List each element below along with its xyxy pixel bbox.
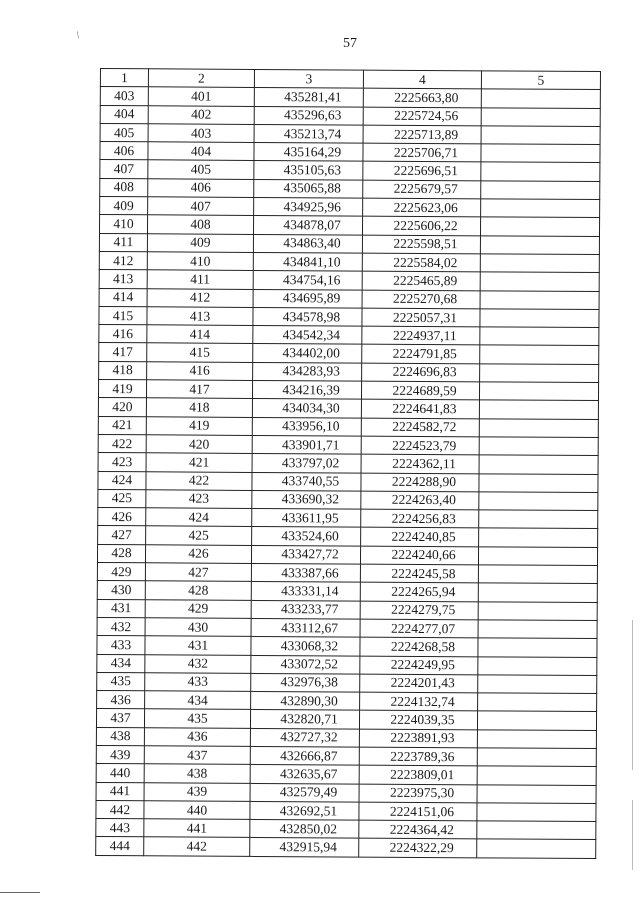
table-cell <box>480 345 599 364</box>
table-cell: 433690,32 <box>252 490 361 509</box>
table-cell: 413 <box>147 307 253 326</box>
table-cell: 2225606,22 <box>362 216 480 235</box>
table-cell: 409 <box>147 233 253 252</box>
table-cell: 2223975,30 <box>359 784 477 803</box>
table-cell: 410 <box>99 215 147 234</box>
table-cell: 435 <box>144 709 250 728</box>
table-cell: 434 <box>145 691 251 710</box>
table-cell: 2225663,80 <box>363 88 481 107</box>
table-cell: 434878,07 <box>253 216 362 235</box>
table-cell: 414 <box>99 288 147 307</box>
table-cell: 423 <box>98 453 146 472</box>
table-cell: 2224263,40 <box>361 491 479 510</box>
table-cell: 432635,67 <box>250 765 359 784</box>
table-cell: 442 <box>144 837 250 856</box>
table-cell: 431 <box>97 599 145 618</box>
table-cell: 442 <box>96 800 144 819</box>
table-cell: 418 <box>99 361 147 380</box>
table-cell: 2224937,11 <box>362 326 480 345</box>
table-cell: 433956,10 <box>252 417 361 436</box>
table-cell: 433797,02 <box>252 454 361 473</box>
table-cell: 435296,63 <box>254 106 363 125</box>
table-cell: 402 <box>148 105 254 124</box>
table-cell: 435 <box>97 672 145 691</box>
table-cell <box>478 638 597 657</box>
table-cell: 434542,34 <box>253 326 362 345</box>
table-cell: 422 <box>98 434 146 453</box>
table-cell <box>477 839 596 858</box>
table-cell: 413 <box>99 270 147 289</box>
table-cell: 2225696,51 <box>363 162 481 181</box>
table-cell <box>477 784 596 803</box>
table-cell: 434925,96 <box>254 198 363 217</box>
table-cell: 409 <box>100 197 148 216</box>
table-cell: 401 <box>148 87 254 106</box>
table-cell: 2225584,02 <box>362 253 480 272</box>
table-cell: 432727,32 <box>250 728 359 747</box>
table-cell <box>481 181 600 200</box>
table-cell: 427 <box>98 526 146 545</box>
table-cell: 2224696,83 <box>362 363 480 382</box>
table-cell: 2225465,89 <box>362 271 480 290</box>
table-cell: 435065,88 <box>254 179 363 198</box>
table-cell: 424 <box>146 508 252 527</box>
table-cell: 433331,14 <box>251 582 360 601</box>
table-cell <box>479 473 598 492</box>
table-cell: 2225598,51 <box>362 235 480 254</box>
table-cell: 437 <box>144 746 250 765</box>
table-cell: 2224288,90 <box>361 473 479 492</box>
table-cell <box>477 748 596 767</box>
table-cell: 433611,95 <box>252 509 361 528</box>
table-cell: 435105,63 <box>254 161 363 180</box>
table-cell: 404 <box>100 105 148 124</box>
table-cell: 411 <box>99 233 147 252</box>
table-cell: 2225713,89 <box>363 125 481 144</box>
table-cell: 429 <box>145 599 251 618</box>
table-cell: 434841,10 <box>253 252 362 271</box>
table-cell: 434695,89 <box>253 289 362 308</box>
table-cell: 2224641,83 <box>361 399 479 418</box>
table-cell: 432692,51 <box>250 801 359 820</box>
table-cell <box>478 656 597 675</box>
table-cell: 2224322,29 <box>359 839 477 858</box>
table-cell <box>479 492 598 511</box>
table-cell: 435281,41 <box>254 88 363 107</box>
table-cell: 2225623,06 <box>363 198 481 217</box>
table-cell: 2224265,94 <box>360 582 478 601</box>
table-cell: 407 <box>148 197 254 216</box>
table-cell: 405 <box>100 123 148 142</box>
table-cell <box>479 455 598 474</box>
table-cell <box>480 254 599 273</box>
table-cell: 407 <box>100 160 148 179</box>
column-header: 1 <box>100 69 148 88</box>
table-cell: 441 <box>144 819 250 838</box>
table-cell: 434034,30 <box>252 399 361 418</box>
table-cell: 2224249,95 <box>360 656 478 675</box>
table-cell: 433387,66 <box>251 563 360 582</box>
table-cell <box>480 235 599 254</box>
table-cell <box>480 327 599 346</box>
table-cell: 404 <box>148 142 254 161</box>
table-cell: 2224151,06 <box>359 802 477 821</box>
table-cell <box>481 107 600 126</box>
table-cell: 418 <box>146 398 252 417</box>
column-header: 2 <box>148 69 254 88</box>
table-cell: 419 <box>146 416 252 435</box>
table-cell <box>477 766 596 785</box>
table-cell: 441 <box>96 782 144 801</box>
table-cell <box>478 675 597 694</box>
table-cell: 2225679,57 <box>363 180 481 199</box>
table-cell: 430 <box>145 618 251 637</box>
table-cell <box>477 711 596 730</box>
table-cell: 2223809,01 <box>359 765 477 784</box>
table-cell: 435164,29 <box>254 143 363 162</box>
table-cell: 422 <box>146 471 252 490</box>
table-cell: 2224582,72 <box>361 418 479 437</box>
table-cell: 432976,38 <box>251 673 360 692</box>
table-cell <box>478 601 597 620</box>
table-cell <box>478 565 597 584</box>
table-cell: 406 <box>100 142 148 161</box>
table-cell: 2223789,36 <box>359 747 477 766</box>
table-cell: 434 <box>97 654 145 673</box>
table-cell: 406 <box>148 179 254 198</box>
table-cell: 415 <box>99 306 147 325</box>
table-cell: 2224240,66 <box>360 546 478 565</box>
table-cell: 436 <box>97 691 145 710</box>
table-cell: 417 <box>99 343 147 362</box>
table-cell: 432 <box>97 617 145 636</box>
table-cell <box>479 528 598 547</box>
table-cell <box>481 126 600 145</box>
table-cell: 433072,52 <box>251 655 360 674</box>
table-cell: 414 <box>147 325 253 344</box>
table-cell: 432820,71 <box>250 710 359 729</box>
table-cell: 435213,74 <box>254 124 363 143</box>
table-cell <box>478 693 597 712</box>
table-cell: 433112,67 <box>251 618 360 637</box>
table-body <box>96 87 601 859</box>
table-cell <box>481 162 600 181</box>
table-cell: 419 <box>98 380 146 399</box>
table-cell: 2225706,71 <box>363 143 481 162</box>
coordinates-table <box>95 68 601 859</box>
table-cell: 433427,72 <box>251 545 360 564</box>
table-cell: 440 <box>96 764 144 783</box>
table-cell <box>479 437 598 456</box>
table-cell: 433233,77 <box>251 600 360 619</box>
table-cell: 429 <box>97 563 145 582</box>
table-cell <box>477 821 596 840</box>
table-cell: 433068,32 <box>251 637 360 656</box>
table-cell: 416 <box>99 325 147 344</box>
table-cell: 2225057,31 <box>362 308 480 327</box>
table-cell: 420 <box>98 398 146 417</box>
table-cell: 436 <box>144 727 250 746</box>
table-cell: 410 <box>147 252 253 271</box>
table-cell: 2224256,83 <box>361 509 479 528</box>
table-cell: 440 <box>144 801 250 820</box>
table-cell: 2224245,58 <box>360 564 478 583</box>
table-cell: 2224240,85 <box>361 528 479 547</box>
table-cell <box>478 620 597 639</box>
table-cell: 432890,30 <box>251 692 360 711</box>
table-cell: 443 <box>96 819 144 838</box>
table-cell: 433524,60 <box>252 527 361 546</box>
table-cell: 405 <box>148 160 254 179</box>
table-cell <box>480 290 599 309</box>
table-cell: 424 <box>98 471 146 490</box>
page-number: 57 <box>343 36 357 51</box>
table-cell: 2223891,93 <box>359 729 477 748</box>
column-header: 3 <box>254 69 363 88</box>
table-cell: 423 <box>146 490 252 509</box>
table-cell: 2225724,56 <box>363 107 481 126</box>
table-cell: 433740,55 <box>252 472 361 491</box>
table-cell: 403 <box>148 124 254 143</box>
table-cell <box>480 272 599 291</box>
table-cell: 432579,49 <box>250 783 359 802</box>
table-cell: 439 <box>96 745 144 764</box>
table-cell: 432666,87 <box>250 746 359 765</box>
table-cell <box>480 309 599 328</box>
table-cell: 432915,94 <box>250 838 359 857</box>
table-cell <box>477 803 596 822</box>
table-cell: 417 <box>146 380 252 399</box>
table-cell: 434216,39 <box>252 380 361 399</box>
table-row <box>96 837 596 858</box>
table-cell: 434402,00 <box>253 344 362 363</box>
table-cell: 426 <box>98 508 146 527</box>
table-cell: 444 <box>96 837 144 856</box>
table-cell: 425 <box>146 526 252 545</box>
table-cell <box>481 199 600 218</box>
table-cell: 434863,40 <box>253 234 362 253</box>
scan-edge-mark <box>632 620 633 770</box>
table-cell: 434578,98 <box>253 307 362 326</box>
table-cell <box>481 144 600 163</box>
footer-scan-line <box>0 892 40 893</box>
table-cell: 2224201,43 <box>360 674 478 693</box>
table-cell: 2224268,58 <box>360 637 478 656</box>
table-cell: 2224279,75 <box>360 601 478 620</box>
column-header: 5 <box>481 71 600 90</box>
table-cell: 2224039,35 <box>359 710 477 729</box>
table-cell: 2224277,07 <box>360 619 478 638</box>
table-cell: 421 <box>146 453 252 472</box>
table-cell: 2224362,11 <box>361 454 479 473</box>
table-cell: 425 <box>98 489 146 508</box>
table-cell: 420 <box>146 435 252 454</box>
table-cell <box>479 418 598 437</box>
table-cell: 411 <box>147 270 253 289</box>
table-cell: 427 <box>145 563 251 582</box>
table-cell <box>478 583 597 602</box>
table-cell <box>481 89 600 108</box>
table-cell: 426 <box>145 545 251 564</box>
table-cell: 437 <box>96 709 144 728</box>
table-cell: 438 <box>144 764 250 783</box>
table-cell <box>480 217 599 236</box>
table-cell <box>478 547 597 566</box>
table-cell: 438 <box>96 727 144 746</box>
scan-edge-mark <box>632 800 633 870</box>
table-cell <box>477 730 596 749</box>
table-cell: 434283,93 <box>253 362 362 381</box>
table-cell <box>479 510 598 529</box>
table-cell: 408 <box>100 178 148 197</box>
table-cell: 430 <box>97 581 145 600</box>
table-cell: 433 <box>145 673 251 692</box>
table-cell: 415 <box>147 343 253 362</box>
table-cell: 2224791,85 <box>362 345 480 364</box>
table-cell: 432850,02 <box>250 820 359 839</box>
table-cell <box>479 400 598 419</box>
column-header: 4 <box>363 70 481 89</box>
table-cell: 403 <box>100 87 148 106</box>
table-cell: 428 <box>145 581 251 600</box>
table-cell: 412 <box>147 288 253 307</box>
table-cell: 2224689,59 <box>361 381 479 400</box>
table-cell: 428 <box>97 544 145 563</box>
table-cell: 2224364,42 <box>359 820 477 839</box>
table-cell <box>479 382 598 401</box>
table-cell: 412 <box>99 251 147 270</box>
table-cell: 434754,16 <box>253 271 362 290</box>
table-cell: 2225270,68 <box>362 290 480 309</box>
table-cell: 2224523,79 <box>361 436 479 455</box>
table-cell: 421 <box>98 416 146 435</box>
table-cell: 432 <box>145 654 251 673</box>
table-cell <box>480 364 599 383</box>
table-cell: 2224132,74 <box>360 692 478 711</box>
table-cell: 439 <box>144 782 250 801</box>
table-cell: 433 <box>97 636 145 655</box>
table-cell: 431 <box>145 636 251 655</box>
stray-pen-mark: / <box>74 30 83 41</box>
coordinates-table-container <box>100 68 600 856</box>
table-cell: 416 <box>147 362 253 381</box>
table-cell: 408 <box>147 215 253 234</box>
table-cell: 433901,71 <box>252 435 361 454</box>
